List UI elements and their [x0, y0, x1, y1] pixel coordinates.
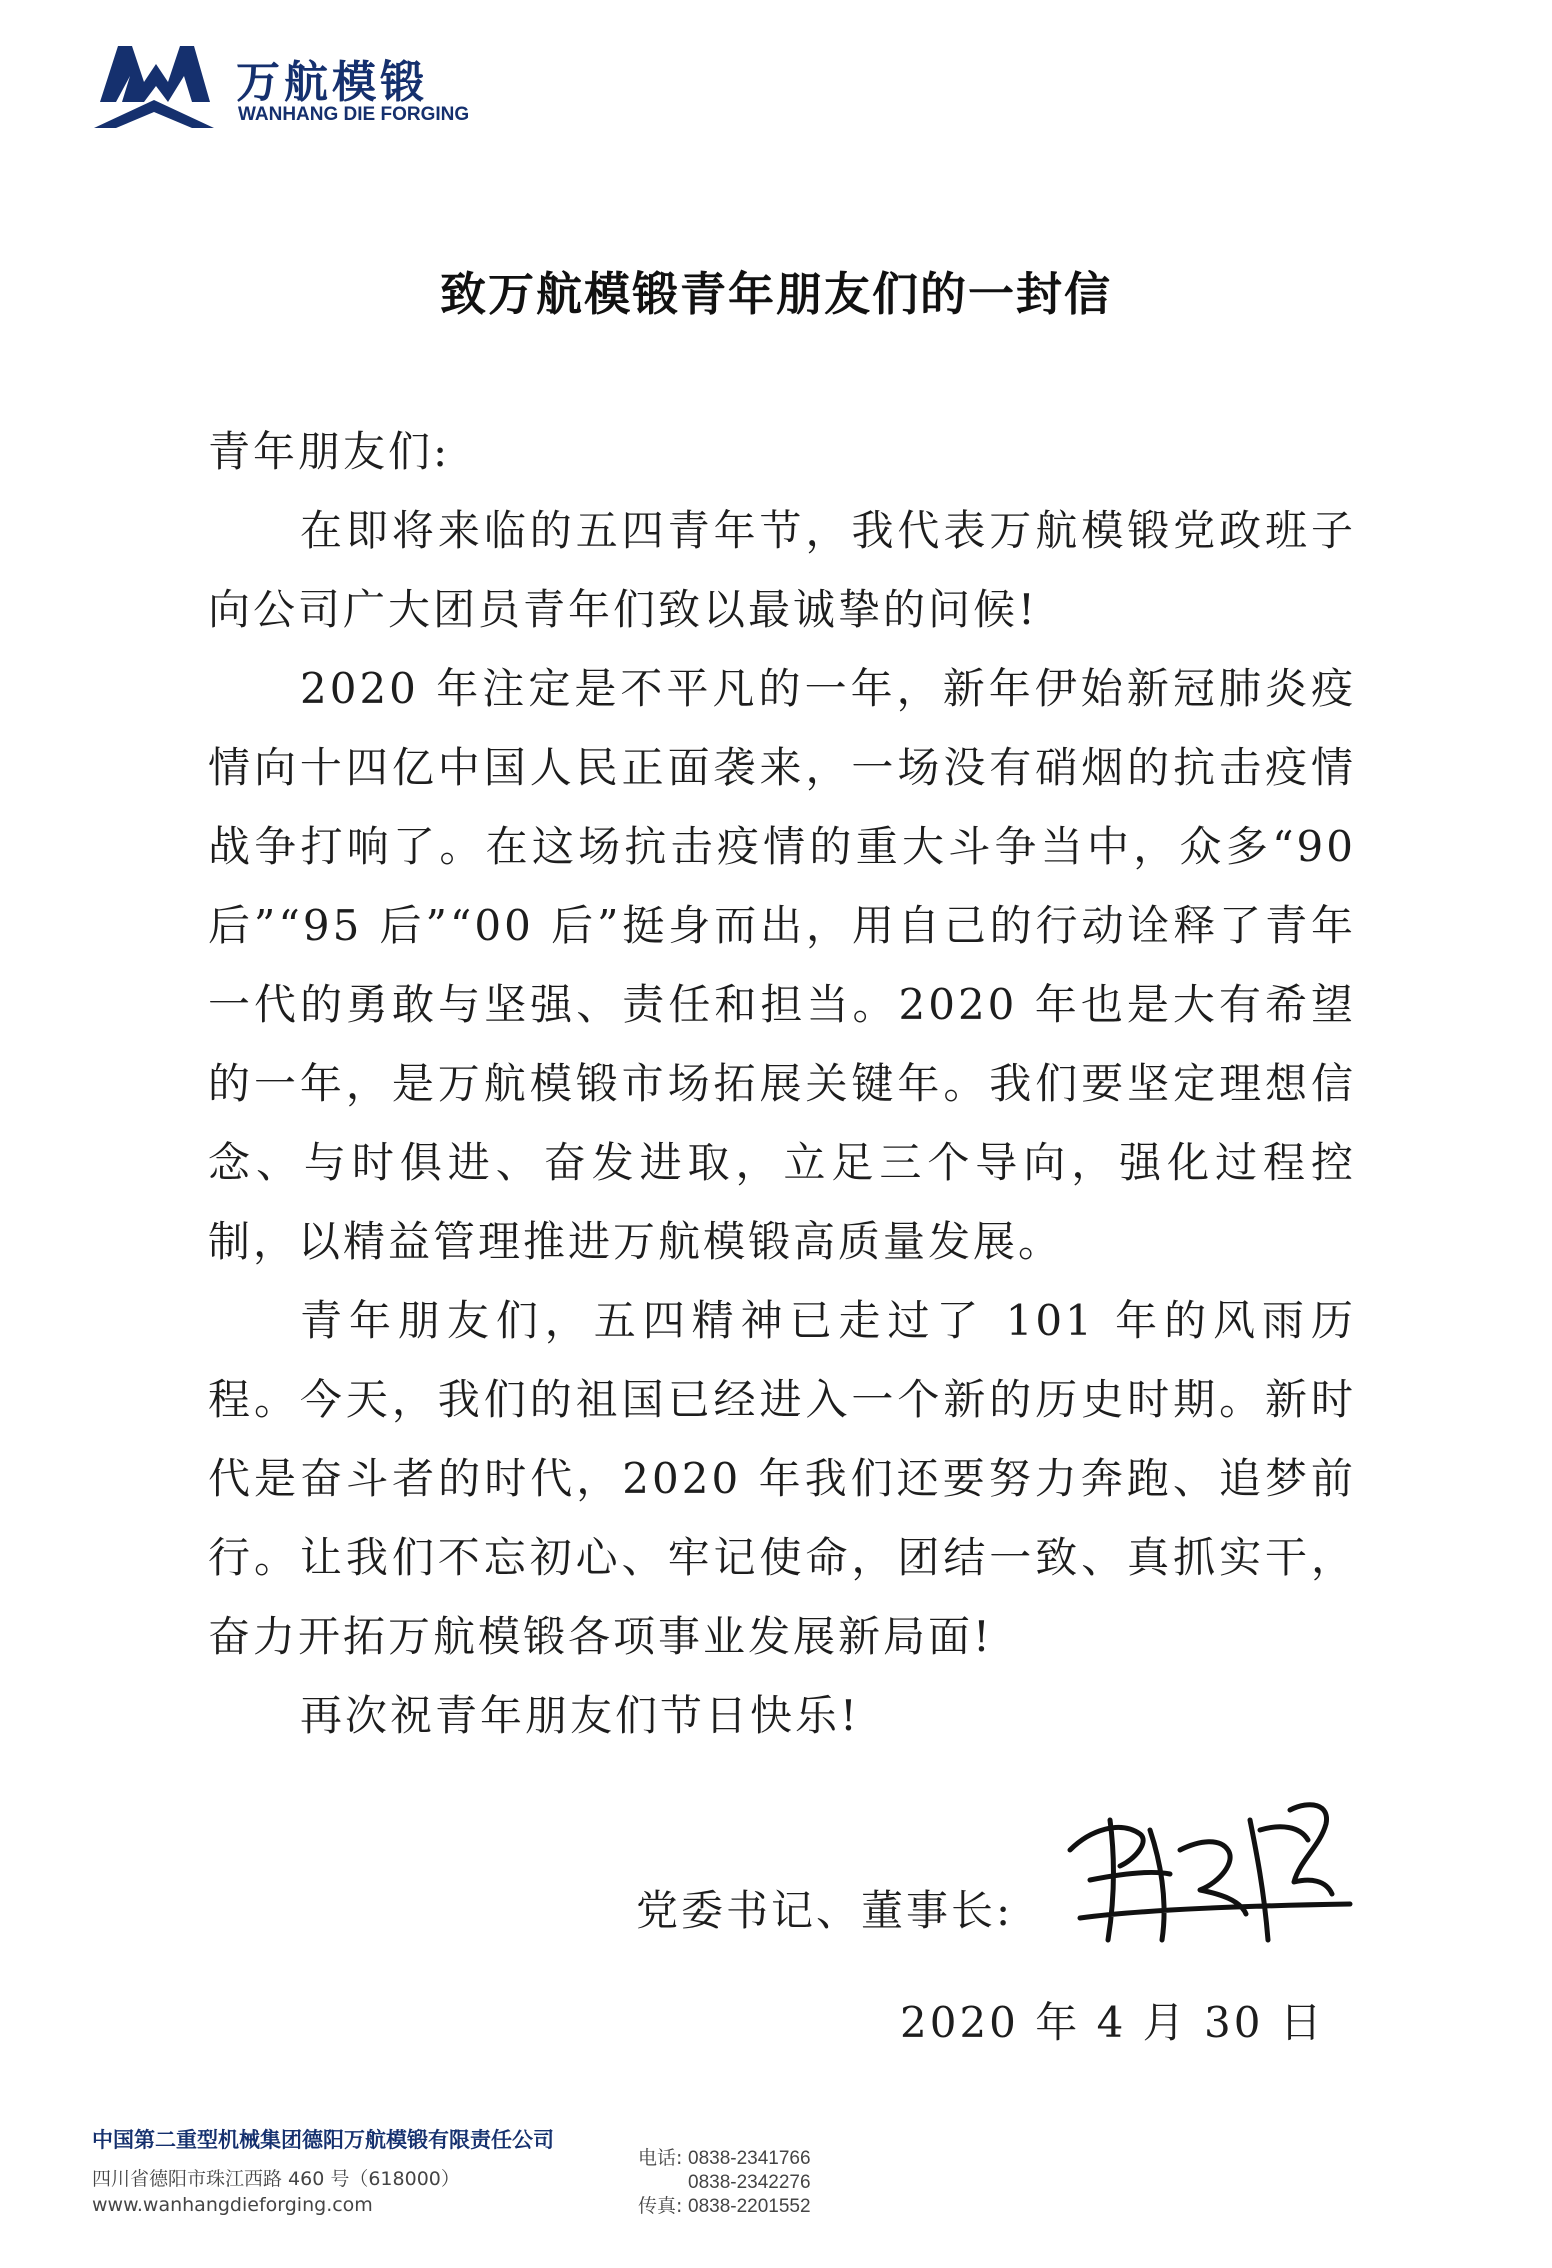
signer-role: 党委书记、董事长: — [636, 1886, 1014, 1935]
footer-contacts — [638, 2146, 811, 2218]
paragraph-3: 青年朋友们，五四精神已走过了 101 年的风雨历程。今天，我们的祖国已经进入一个新的历史时期。新时代是奋斗者的时代，2020 年我们还要努力奔跑、追梦前行。让我们不忘初心、牢记使命，团结一致、真抓实干，奋力开拓万航模锻各项事业发展新局面! — [208, 1296, 1356, 1661]
letter-body — [208, 412, 1356, 1755]
footer-address: 四川省德阳市珠江西路 460 号（618000） — [92, 2168, 460, 2190]
handwritten-signature — [1050, 1790, 1380, 1970]
salutation: 青年朋友们: — [208, 427, 451, 476]
phone-row-1 — [638, 2146, 811, 2170]
phone-label: 电话: — [638, 2147, 683, 2169]
fax-row — [638, 2194, 811, 2218]
footer-company-name: 中国第二重型机械集团德阳万航模锻有限责任公司 — [92, 2128, 554, 2152]
phone-number-1: 0838-2341766 — [688, 2148, 811, 2169]
fax-number: 0838-2201552 — [688, 2196, 811, 2217]
letter-date: 2020 年 4 月 30 日 — [900, 1998, 1325, 2047]
letter-title: 致万航模锻青年朋友们的一封信 — [440, 267, 1112, 321]
footer-website: www.wanhangdieforging.com — [92, 2194, 373, 2216]
phone-row-2 — [638, 2170, 811, 2194]
paragraph-4: 再次祝青年朋友们节日快乐! — [300, 1691, 860, 1740]
mountain-logo-icon — [92, 42, 216, 130]
company-logo — [92, 42, 470, 132]
paragraph-1: 在即将来临的五四青年节，我代表万航模锻党政班子向公司广大团员青年们致以最诚挚的问候! — [208, 506, 1356, 634]
logo-chinese-name: 万航模锻 — [236, 57, 428, 108]
fax-label: 传真: — [638, 2195, 683, 2217]
phone-number-2: 0838-2342276 — [688, 2172, 811, 2193]
paragraph-2: 2020 年注定是不平凡的一年，新年伊始新冠肺炎疫情向十四亿中国人民正面袭来，一场没有硝烟的抗击疫情战争打响了。在这场抗击疫情的重大斗争当中，众多“90 后”“95 后”“00 后”挺身而出，用自己的行动诠释了青年一代的勇敢与坚强、责任和担当。2020 年也是大有希望的一年，是万航模锻市场拓展关键年。我们要坚定理想信念、与时俱进、奋发进取，立足三个导向，强化过程控制，以精益管理推进万航模锻高质量发展。 — [208, 664, 1356, 1266]
logo-english-name: WANHANG DIE FORGING — [238, 104, 470, 125]
